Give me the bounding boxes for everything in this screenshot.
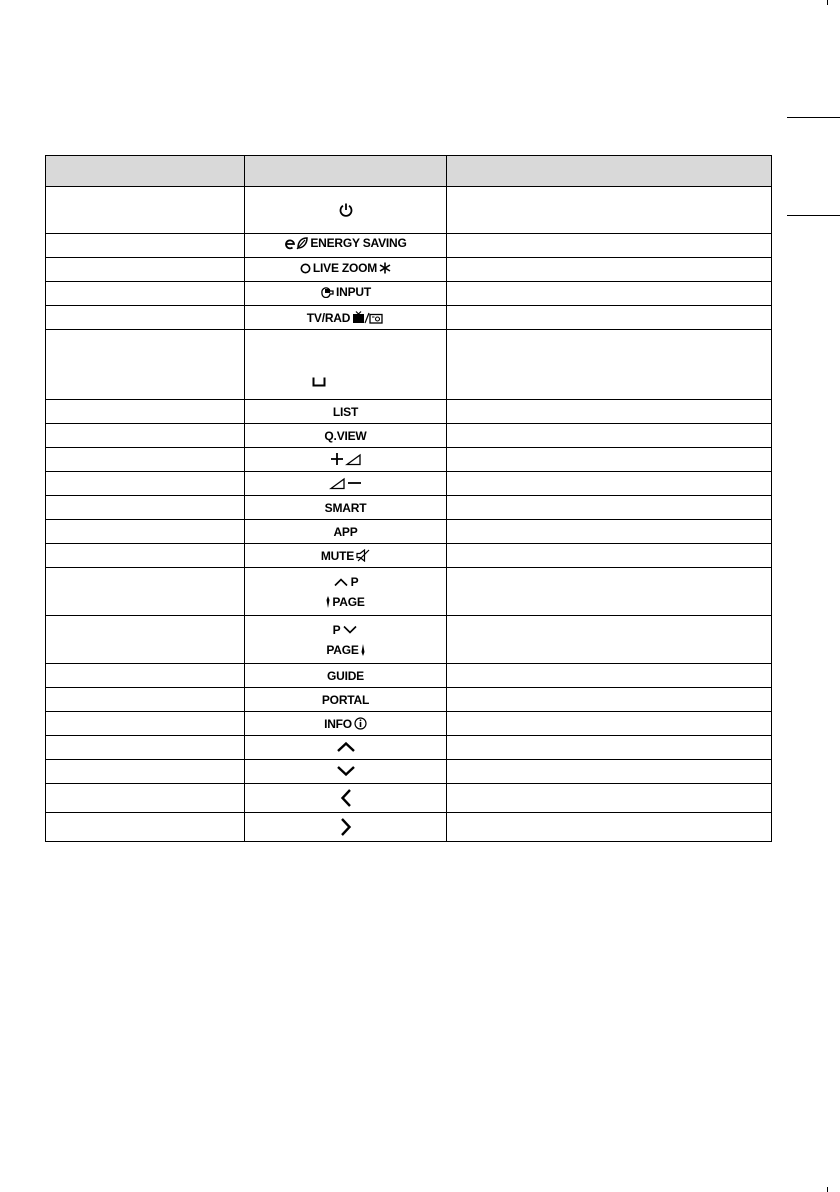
description-cell	[447, 688, 772, 712]
table-row	[46, 520, 772, 544]
key-name-cell	[46, 400, 245, 424]
volume-up-icon	[329, 452, 363, 466]
list-label: LIST	[332, 404, 359, 419]
tv-radio-icon	[352, 311, 384, 324]
table-row	[46, 736, 772, 760]
key-name-cell	[46, 736, 245, 760]
table-header-row	[46, 156, 772, 187]
description-cell	[447, 258, 772, 282]
arrow-up-icon	[336, 741, 356, 753]
key-name-cell	[46, 664, 245, 688]
description-cell	[447, 330, 772, 400]
key-name-cell	[46, 258, 245, 282]
crop-mark-top	[827, 0, 828, 5]
key-name-cell	[46, 784, 245, 813]
crop-mark-bottom	[827, 1187, 828, 1192]
description-cell	[447, 472, 772, 496]
description-cell	[447, 784, 772, 813]
tv-radio-label: TV/RAD	[306, 310, 351, 325]
info-label: INFO	[324, 716, 352, 731]
circle-icon	[300, 263, 311, 274]
key-name-cell	[46, 472, 245, 496]
arrow-left-icon	[340, 788, 352, 808]
button-cell	[245, 736, 447, 760]
button-cell	[245, 187, 447, 234]
description-cell	[447, 496, 772, 520]
table-row	[46, 472, 772, 496]
button-cell	[245, 712, 447, 736]
table-row	[46, 544, 772, 568]
mute-icon	[356, 549, 370, 562]
channel-up-label: P	[350, 574, 359, 589]
input-label: INPUT	[335, 285, 371, 299]
key-name-cell	[46, 544, 245, 568]
table-row	[46, 330, 772, 400]
key-name-cell	[46, 234, 245, 258]
button-cell	[245, 813, 447, 842]
key-name-cell	[46, 712, 245, 736]
app-label: APP	[333, 524, 358, 539]
table-row	[46, 784, 772, 813]
button-cell	[245, 472, 447, 496]
page-marker-icon	[326, 596, 330, 608]
description-cell	[447, 544, 772, 568]
table-row	[46, 400, 772, 424]
button-cell	[245, 282, 447, 306]
button-cell	[245, 616, 447, 664]
key-name-cell	[46, 568, 245, 616]
header-cell	[447, 156, 772, 187]
button-cell	[245, 544, 447, 568]
channel-down-icon	[342, 625, 358, 635]
mute-label: MUTE	[320, 548, 355, 563]
description-cell	[447, 306, 772, 330]
table-row	[46, 306, 772, 330]
arrow-down-icon	[336, 765, 356, 777]
table-row	[46, 448, 772, 472]
description-cell	[447, 520, 772, 544]
button-cell	[245, 568, 447, 616]
table-row	[46, 760, 772, 784]
button-cell	[245, 330, 447, 400]
page-up-label: PAGE	[332, 594, 365, 609]
key-name-cell	[46, 760, 245, 784]
key-name-cell	[46, 496, 245, 520]
info-icon	[354, 717, 367, 730]
energy-saving-label: ENERGY SAVING	[310, 236, 407, 250]
power-icon	[338, 202, 354, 218]
description-cell	[447, 664, 772, 688]
key-name-cell	[46, 187, 245, 234]
table-row	[46, 688, 772, 712]
button-cell	[245, 306, 447, 330]
volume-down-icon	[329, 476, 363, 490]
arrow-right-icon	[340, 817, 352, 837]
table-row	[46, 616, 772, 664]
key-name-cell	[46, 616, 245, 664]
description-cell	[447, 813, 772, 842]
button-cell	[245, 688, 447, 712]
key-name-cell	[46, 520, 245, 544]
key-name-cell	[46, 424, 245, 448]
key-name-cell	[46, 282, 245, 306]
description-cell	[447, 712, 772, 736]
description-cell	[447, 424, 772, 448]
page-down-label: PAGE	[326, 642, 359, 657]
key-name-cell	[46, 448, 245, 472]
button-cell	[245, 496, 447, 520]
button-cell	[245, 784, 447, 813]
channel-down-label: P	[332, 622, 341, 637]
live-zoom-label: LIVE ZOOM	[312, 261, 378, 275]
page-marker-icon	[361, 644, 365, 656]
table-row	[46, 496, 772, 520]
button-cell	[245, 448, 447, 472]
description-cell	[447, 736, 772, 760]
channel-up-icon	[333, 577, 349, 587]
button-cell	[245, 520, 447, 544]
energy-saving-icon	[284, 236, 308, 250]
description-cell	[447, 760, 772, 784]
input-icon	[320, 287, 334, 298]
description-cell	[447, 282, 772, 306]
side-tab-rule-bottom	[787, 215, 840, 216]
live-zoom-icon	[379, 262, 391, 274]
smart-label: SMART	[324, 500, 367, 515]
table-row	[46, 664, 772, 688]
description-cell	[447, 448, 772, 472]
header-cell	[245, 156, 447, 187]
table-row	[46, 424, 772, 448]
side-tab-rule-top	[787, 117, 840, 118]
button-cell	[245, 664, 447, 688]
key-name-cell	[46, 813, 245, 842]
table-row	[46, 258, 772, 282]
button-cell	[245, 424, 447, 448]
guide-label: GUIDE	[326, 668, 364, 683]
header-cell	[46, 156, 245, 187]
button-cell	[245, 234, 447, 258]
table-row	[46, 282, 772, 306]
table-row	[46, 712, 772, 736]
remote-keys-table	[45, 155, 772, 842]
portal-label: PORTAL	[321, 692, 370, 707]
table-row	[46, 568, 772, 616]
description-cell	[447, 568, 772, 616]
table-row	[46, 813, 772, 842]
key-name-cell	[46, 330, 245, 400]
button-cell	[245, 258, 447, 282]
description-cell	[447, 616, 772, 664]
key-name-cell	[46, 688, 245, 712]
description-cell	[447, 234, 772, 258]
description-cell	[447, 400, 772, 424]
key-name-cell	[46, 306, 245, 330]
space-key-icon	[312, 377, 326, 387]
button-cell	[245, 760, 447, 784]
table-row	[46, 234, 772, 258]
table-row	[46, 187, 772, 234]
button-cell	[245, 400, 447, 424]
q-view-label: Q.VIEW	[324, 428, 367, 443]
description-cell	[447, 187, 772, 234]
